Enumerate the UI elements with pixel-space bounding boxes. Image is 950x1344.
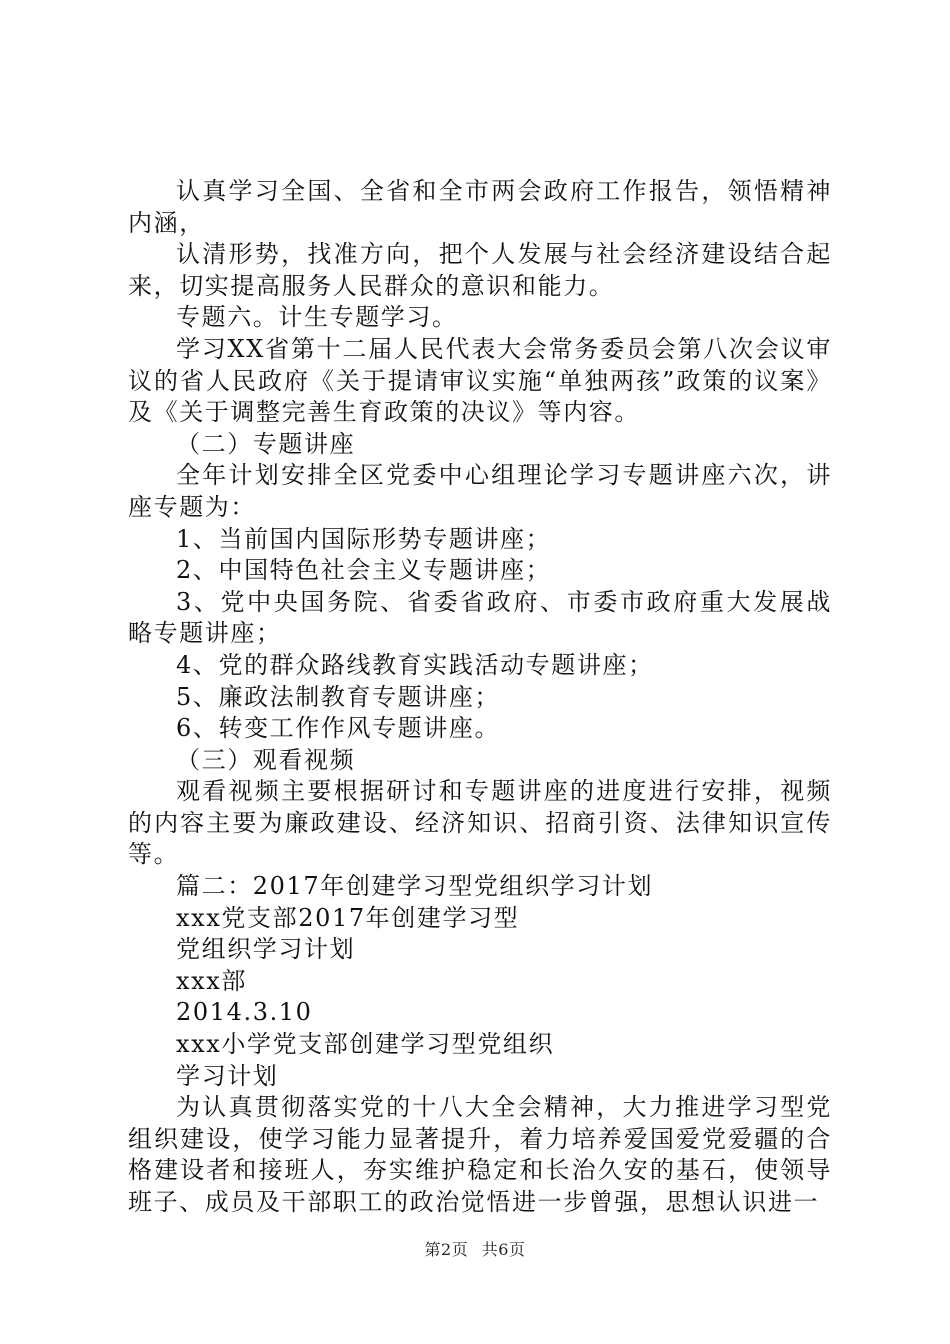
department-line: xxx部 bbox=[176, 966, 248, 995]
page-footer bbox=[0, 1240, 950, 1260]
list-item: 5、廉政法制教育专题讲座； bbox=[176, 682, 501, 711]
title-line: 党组织学习计划 bbox=[176, 935, 356, 964]
paragraph: 观看视频主要根据研讨和专题讲座的进度进行安排，视频的内容主要为廉政建设、经济知识、招商引资、法律知识宣传等。 bbox=[128, 777, 832, 869]
list-item: 2、中国特色社会主义专题讲座； bbox=[176, 556, 552, 585]
paragraph: 专题六。计生专题学习。 bbox=[176, 303, 458, 332]
title-line: 学习计划 bbox=[176, 1061, 279, 1090]
title-line: xxx小学党支部创建学习型党组织 bbox=[176, 1030, 555, 1059]
paragraph: 为认真贯彻落实党的十八大全会精神，大力推进学习型党组织建设，使学习能力显著提升，着力培养爱国爱党爱疆的合格建设者和接班人，夯实维护稳定和长治久安的基石，使领导班子、成员及干部职工的政治觉悟进一步曾强，思想认识进一 bbox=[128, 1093, 832, 1216]
section-heading: （二）专题讲座 bbox=[176, 429, 356, 458]
document-body bbox=[128, 176, 832, 1219]
page-number: 第2页 bbox=[424, 1240, 469, 1259]
list-item: 4、党的群众路线教育实践活动专题讲座； bbox=[176, 650, 654, 679]
section-heading: （三）观看视频 bbox=[176, 745, 356, 774]
list-item: 6、转变工作作风专题讲座。 bbox=[176, 714, 501, 743]
paragraph: 学习XX省第十二届人民代表大会常务委员会第八次会议审议的省人民政府《关于提请审议实施“单独两孩”政策的议案》及《关于调整完善生育政策的决议》等内容。 bbox=[128, 334, 832, 427]
date-line: 2014.3.10 bbox=[176, 998, 313, 1027]
list-item: 3、党中央国务院、省委省政府、市委市政府重大发展战略专题讲座； bbox=[128, 587, 832, 648]
paragraph: 全年计划安排全区党委中心组理论学习专题讲座六次，讲座专题为： bbox=[128, 461, 832, 521]
paragraph: 认清形势，找准方向，把个人发展与社会经济建设结合起来，切实提高服务人民群众的意识和能力。 bbox=[128, 240, 832, 300]
list-item: 1、当前国内国际形势专题讲座； bbox=[176, 524, 552, 553]
title-line: xxx党支部2017年创建学习型 bbox=[176, 903, 520, 932]
article-heading: 篇二：2017年创建学习型党组织学习计划 bbox=[176, 872, 654, 901]
page-total: 共6页 bbox=[481, 1240, 526, 1259]
paragraph: 认真学习全国、全省和全市两会政府工作报告，领悟精神内涵， bbox=[128, 177, 832, 237]
